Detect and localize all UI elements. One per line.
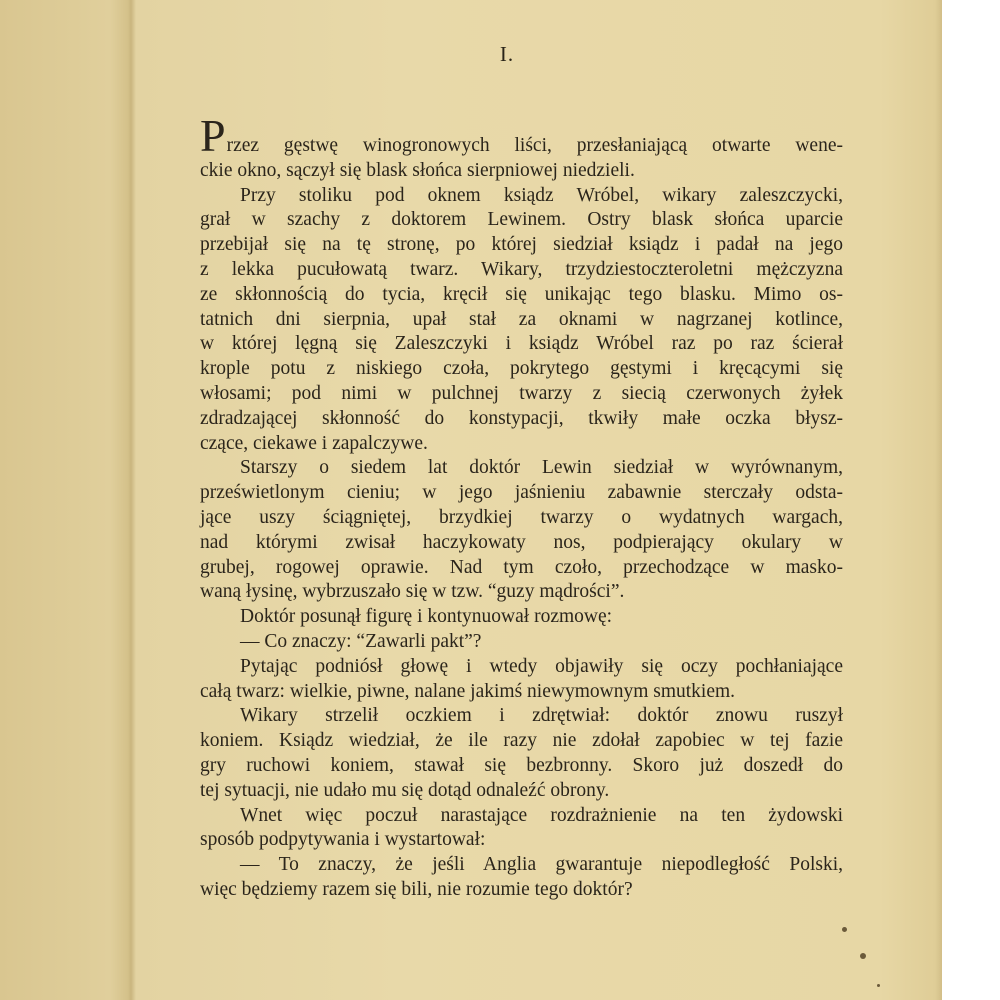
line-text: tej sytuacji, nie udało mu się dotąd odnaleźć obrony. bbox=[200, 779, 610, 801]
text-line bbox=[200, 332, 843, 357]
text-line bbox=[200, 407, 843, 432]
text-line bbox=[200, 655, 843, 680]
text-line bbox=[200, 432, 843, 457]
text-line bbox=[200, 680, 843, 705]
text-line bbox=[200, 184, 843, 209]
text-line bbox=[200, 531, 843, 556]
line-text: Wnet więc poczuł narastające rozdrażnienie na ten żydowski bbox=[240, 804, 843, 826]
line-text: koniem. Ksiądz wiedział, że ile razy nie zdołał zapobiec w tej fazie bbox=[200, 730, 843, 752]
line-text: całą twarz: wielkie, piwne, nalane jakimś niewymownym smutkiem. bbox=[200, 680, 736, 702]
text-line bbox=[200, 456, 843, 481]
line-text: Wikary strzelił oczkiem i zdrętwiał: doktór znowu ruszył bbox=[240, 705, 843, 727]
line-text: grał w szachy z doktorem Lewinem. Ostry blask słońca uparcie bbox=[200, 209, 843, 231]
text-line bbox=[200, 754, 843, 779]
text-line bbox=[200, 878, 843, 903]
text-line bbox=[200, 506, 843, 531]
line-text: nad którymi zwisał haczykowaty nos, podpierający okulary w bbox=[200, 531, 843, 553]
text-line bbox=[200, 233, 843, 258]
text-line bbox=[200, 481, 843, 506]
line-text: włosami; pod nimi w pulchnej twarzy z siecią czerwonych żyłek bbox=[200, 382, 843, 404]
line-text: grubej, rogowej oprawie. Nad tym czoło, przechodzące w masko- bbox=[200, 556, 843, 578]
line-text: Przy stoliku pod oknem ksiądz Wróbel, wikary zaleszczycki, bbox=[240, 184, 843, 206]
text-line bbox=[200, 779, 843, 804]
text-line bbox=[200, 308, 843, 333]
line-text: Doktór posunął figurę i kontynuował rozmowę: bbox=[240, 606, 613, 628]
text-line bbox=[200, 580, 843, 605]
text-line bbox=[200, 357, 843, 382]
line-text: ckie okno, sączył się blask słońca sierpniowej niedzieli. bbox=[200, 159, 635, 181]
line-text: sposób podpytywania i wystartował: bbox=[200, 829, 486, 851]
line-text: rzez gęstwę winogronowych liści, przesłaniającą otwarte wene- bbox=[226, 135, 843, 156]
text-line bbox=[200, 556, 843, 581]
text-line bbox=[200, 208, 843, 233]
line-text: — Co znaczy: “Zawarli pakt”? bbox=[240, 630, 482, 652]
chapter-heading: I. bbox=[499, 42, 515, 66]
line-text: jące uszy ściągniętej, brzydkiej twarzy o wydatnych wargach, bbox=[200, 506, 843, 528]
text-line bbox=[200, 258, 843, 283]
line-text: krople potu z niskiego czoła, pokrytego gęstymi i kręcącymi się bbox=[200, 358, 843, 380]
line-text: zdradzającej skłonność do konstypacji, tkwiły małe oczka błysz- bbox=[200, 407, 843, 429]
text-line bbox=[200, 159, 843, 184]
line-text: Pytając podniósł głowę i wtedy objawiły się oczy pochłaniające bbox=[240, 655, 843, 677]
text-line bbox=[200, 630, 843, 655]
text-line bbox=[200, 853, 843, 878]
line-text: ze skłonnością do tycia, kręcił się unikając tego blasku. Mimo os- bbox=[200, 283, 843, 305]
text-line bbox=[200, 605, 843, 630]
line-text: więc będziemy razem się bili, nie rozumie tego doktór? bbox=[200, 878, 633, 900]
line-text: prześwietlonym cieniu; w jego jaśnieniu zabawnie sterczały odsta- bbox=[200, 482, 843, 504]
text-line bbox=[200, 283, 843, 308]
text-line bbox=[200, 382, 843, 407]
line-text: waną łysinę, wybrzuszało się w tzw. “guzy mądrości”. bbox=[200, 581, 625, 603]
paper-speck bbox=[842, 927, 847, 932]
line-text: gry ruchowi koniem, stawał się bezbronny. Skoro już doszedł do bbox=[200, 754, 843, 776]
line-text: — To znaczy, że jeśli Anglia gwarantuje niepodległość Polski, bbox=[240, 854, 843, 876]
text-line bbox=[200, 729, 843, 754]
body-text bbox=[200, 110, 843, 903]
text-line bbox=[200, 704, 843, 729]
paper-speck bbox=[877, 984, 880, 987]
line-text: Starszy o siedem lat doktór Lewin siedział w wyrównanym, bbox=[240, 457, 843, 479]
text-line: Przez gęstwę winogronowych liści, przesłaniającą otwarte wene- bbox=[200, 110, 843, 161]
line-text: czące, ciekawe i zapalczywe. bbox=[200, 432, 428, 454]
line-text: tatnich dni sierpnia, upał stał za oknami w nagrzanej kotlince, bbox=[200, 308, 843, 330]
line-text: z lekka pucułowatą twarz. Wikary, trzydziestoczteroletni mężczyzna bbox=[200, 258, 843, 280]
line-text: w której lęgną się Zaleszczyki i ksiądz Wróbel raz po raz ścierał bbox=[200, 333, 843, 355]
text-line bbox=[200, 828, 843, 853]
text-line bbox=[200, 804, 843, 829]
paper-speck bbox=[860, 953, 866, 959]
line-text: przebijał się na tę stronę, po której siedział ksiądz i padał na jego bbox=[200, 234, 843, 256]
